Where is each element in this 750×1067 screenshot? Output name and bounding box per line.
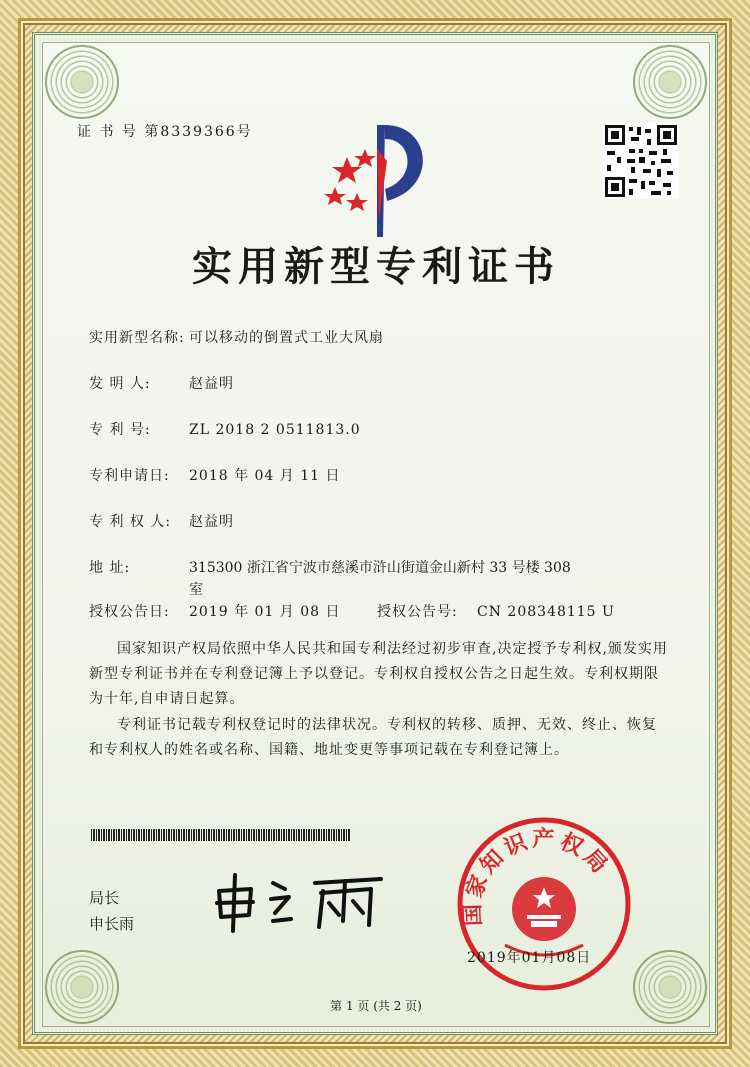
certificate-number: 证 书 号 第8339366号 xyxy=(77,124,253,140)
field-value: CN 208348115 U xyxy=(477,604,615,620)
field-address-value: 315300 浙江省宁波市慈溪市浒山街道金山新村 33 号楼 308 室 xyxy=(189,560,571,598)
statement-paragraph: 国家知识产权局依照中华人民共和国专利法经过初步审查,决定授予专利权,颁发实用新型专利证书并在专利登记簿上予以登记。专利权自授权公告之日起生效。专利权期限为十年,自申请日起算。 xyxy=(89,641,668,707)
field-value: 赵益明 xyxy=(189,514,234,530)
field-inventor xyxy=(89,373,234,395)
field-label: 授权公告号: xyxy=(377,604,458,620)
signatory-name: 申长雨 xyxy=(89,915,135,933)
corner-ornament-icon xyxy=(633,45,707,119)
field-application-date xyxy=(89,465,341,487)
cnipa-logo-icon xyxy=(321,109,441,241)
field-value: 2018 年 04 月 11 日 xyxy=(189,468,341,484)
field-value: ZL 2018 2 0511813.0 xyxy=(189,422,361,438)
field-value: 赵益明 xyxy=(189,376,234,392)
field-label: 专 利 号: xyxy=(89,422,151,438)
corner-ornament-icon xyxy=(45,45,119,119)
qr-code-icon xyxy=(603,123,679,199)
field-value: 2019 年 01 月 08 日 xyxy=(189,604,341,620)
field-label: 专利申请日: xyxy=(89,468,170,484)
field-grant-number xyxy=(377,601,615,623)
field-grant-date xyxy=(89,601,341,623)
seal-date: 2019年01月08日 xyxy=(467,950,592,966)
field-patentee xyxy=(89,511,234,533)
field-label: 地 址: xyxy=(89,560,131,576)
field-patent-number xyxy=(89,419,361,441)
field-label: 实用新型名称: xyxy=(89,330,185,346)
certificate-paper xyxy=(42,42,710,1027)
field-label: 专 利 权 人: xyxy=(89,514,172,530)
field-label: 授权公告日: xyxy=(89,604,170,620)
field-value: 可以移动的倒置式工业大风扇 xyxy=(189,330,384,346)
seal-text: 国家知识产权局 xyxy=(460,826,615,927)
certificate-title: 实用新型专利证书 xyxy=(192,243,560,290)
barcode-icon xyxy=(91,829,351,841)
statement-paragraph: 专利证书记载专利权登记时的法律状况。专利权的转移、质押、无效、终止、恢复和专利权人的姓名或名称、国籍、地址变更等事项记载在专利登记簿上。 xyxy=(89,717,657,758)
handwritten-signature-icon xyxy=(211,869,411,933)
field-utility-model-name xyxy=(89,327,384,349)
field-address xyxy=(89,557,189,579)
field-label: 发 明 人: xyxy=(89,376,151,392)
page-indicator: 第 1 页 (共 2 页) xyxy=(330,999,422,1013)
signatory-title: 局长 xyxy=(89,889,120,907)
